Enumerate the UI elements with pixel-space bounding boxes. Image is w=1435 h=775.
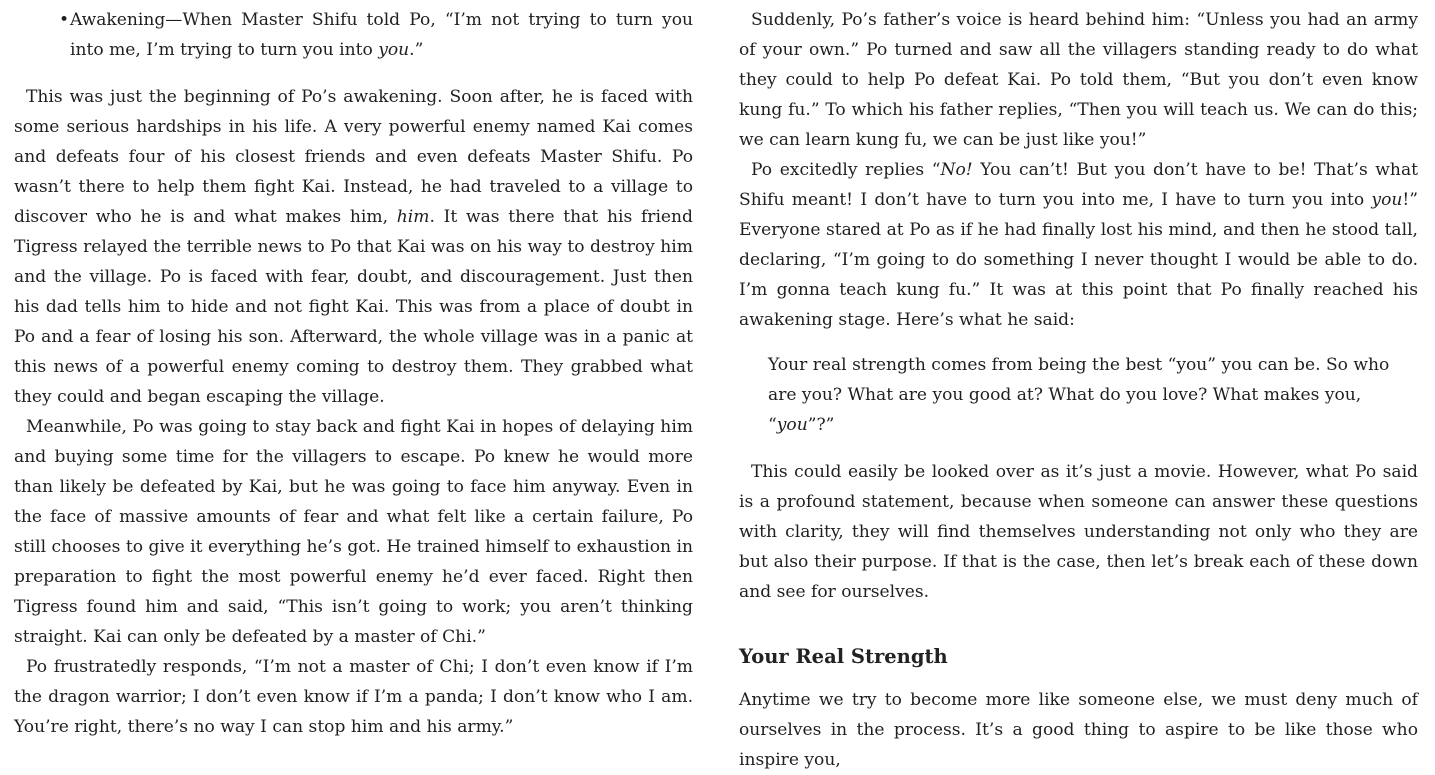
paragraph-anytime: Anytime we try to become more like someone else, we must deny much of ourselves in the process. It’s a good thing to aspire to be like those who inspire you, <box>739 690 1418 770</box>
right-column <box>739 5 1418 775</box>
paragraph-po-frustrated: Po frustratedly responds, “I’m not a master of Chi; I don’t even know if I’m the dragon warrior; I don’t even know if I’m a panda; I don’t know who I am. You’re right, there’s no way I can stop him and his army.” <box>14 657 693 737</box>
bullet-item-awakening: • Awakening—When Master Shifu told Po, “I’m not trying to turn you into me, I’m trying to turn you into you.” <box>70 5 693 65</box>
paragraph-father-voice: Suddenly, Po’s father’s voice is heard behind him: “Unless you had an army of your own.” Po turned and saw all the villagers standing ready to do what they could to help Po defeat Kai. Po told them, “But you don’t even know kung fu.” To which his father replies, “Then you will teach us. We can do this; we can learn kung fu, we can be just like you!” <box>739 10 1418 150</box>
paragraph-profound-statement: This could easily be looked over as it’s just a movie. However, what Po said is a profound statement, because when someone can answer these questions with clarity, they will find themselves understanding not only who they are but also their purpose. If that is the case, then let’s break each of these down and see for ourselves. <box>739 462 1418 602</box>
block-quote: Your real strength comes from being the best “you” you can be. So who are you? What are you good at? What do you love? What makes you, “you”?” <box>768 355 1390 435</box>
section-heading: Your Real Strength <box>739 645 948 668</box>
left-column <box>14 5 693 742</box>
bullet-dot-icon: • <box>59 10 70 30</box>
paragraph-meanwhile: Meanwhile, Po was going to stay back and fight Kai in hopes of delaying him and buying some time for the villagers to escape. Po knew he would more than likely be defeated by Kai, but he was going to face him anyway. Even in the face of massive amounts of fear and what felt like a certain failure, Po still chooses to give it everything he’s got. He trained himself to exhaustion in preparation to fight the most powerful enemy he’d ever faced. Right then Tigress found him and said, “This isn’t going to work; you aren’t thinking straight. Kai can only be defeated by a master of Chi.” <box>14 417 693 647</box>
paragraph-awakening-beginning: This was just the beginning of Po’s awakening. Soon after, he is faced with some serious hardships in his life. A very powerful enemy named Kai comes and defeats four of his closest friends and even defeats Master Shifu. Po wasn’t there to help them fight Kai. Instead, he had traveled to a village to discover who he is and what makes him, him. It was there that his friend Tigress relayed the terrible news to Po that Kai was on his way to destroy him and the village. Po is faced with fear, doubt, and discouragement. Just then his dad tells him to hide and not fight Kai. This was from a place of doubt in Po and a fear of losing his son. Afterward, the whole village was in a panic at this news of a powerful enemy coming to destroy them. They grabbed what they could and began escaping the village. <box>14 87 693 407</box>
paragraph-po-excited: Po excitedly replies “No! You can’t! But you don’t have to be! That’s what Shifu meant! I don’t have to turn you into me, I have to turn you into you!” Everyone stared at Po as if he had finally lost his mind, and then he stood tall, declaring, “I’m going to do something I never thought I would be able to do. I’m gonna teach kung fu.” It was at this point that Po finally reached his awakening stage. Here’s what he said: <box>739 160 1419 330</box>
